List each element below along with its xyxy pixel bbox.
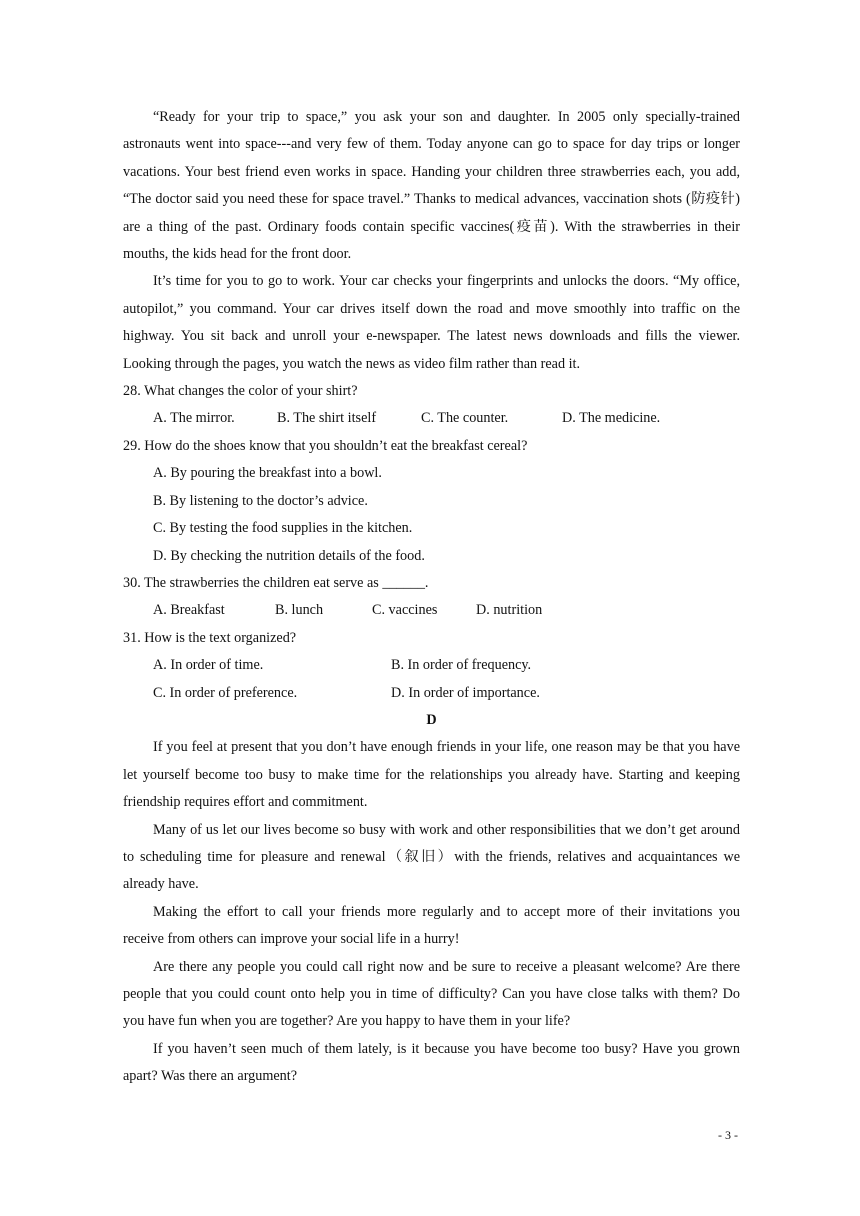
passage-d-paragraph: Making the effort to call your friends more regularly and to accept more of their invitations you receive from others can improve your social life in a hurry! [123, 903, 740, 948]
option-a: A. Breakfast [153, 602, 225, 619]
option-c: C. By testing the food supplies in the kitchen. [153, 520, 413, 537]
passage-d-paragraph: If you feel at present that you don’t have enough friends in your life, one reason may be that you have let yourself become too busy to make time for the relationships you already have. Starting and keeping friendship requires effort and commitment. [123, 739, 740, 811]
option-d: D. nutrition [476, 602, 543, 619]
option-a: A. The mirror. [153, 410, 235, 427]
page-number: - 3 - [718, 1128, 738, 1142]
option-b: B. By listening to the doctor’s advice. [153, 492, 368, 509]
question-31-options-row-1 [123, 652, 740, 679]
passage-d-paragraph: Many of us let our lives become so busy with work and other responsibilities that we don’t get around to scheduling time for pleasure and renewal（叙旧）with the friends, relatives and acquaintances we already have. [123, 821, 740, 893]
section-heading: D [426, 711, 437, 728]
option-b: B. In order of frequency. [391, 657, 532, 674]
passage-c-paragraph: It’s time for you to go to work. Your car checks your fingerprints and unlocks the doors. “My office, autopilot,” you command. Your car drives itself down the road and move smoothly into traffic on the highway. You sit back and unroll your e-newspaper. The latest news downloads and fills the viewer. Looking through the pages, you watch the news as video film rather than read it. [123, 273, 740, 372]
option-c: C. vaccines [372, 602, 438, 619]
option-a: A. By pouring the breakfast into a bowl. [153, 465, 382, 482]
question-30-options [123, 597, 740, 624]
question-31-stem: 31. How is the text organized? [123, 629, 297, 646]
option-c: C. In order of preference. [153, 684, 298, 701]
question-28-stem: 28. What changes the color of your shirt? [123, 383, 358, 400]
passage-d-paragraph: Are there any people you could call right now and be sure to receive a pleasant welcome? Are there people that you could count onto help you in time of difficulty? Can you have close talks with them? Do you have fun when you are together? Are you happy to have them in your life? [123, 958, 740, 1030]
option-c: C. The counter. [421, 410, 509, 427]
question-28-options [123, 405, 740, 432]
question-29-stem: 29. How do the shoes know that you shouldn’t eat the breakfast cereal? [123, 437, 528, 454]
option-b: B. lunch [275, 602, 324, 619]
passage-d-paragraph: If you haven’t seen much of them lately, is it because you have become too busy? Have you grown apart? Was there an argument? [123, 1040, 740, 1085]
option-d: D. The medicine. [562, 410, 661, 427]
question-31-options-row-2 [123, 680, 740, 707]
option-a: A. In order of time. [153, 657, 264, 674]
option-b: B. The shirt itself [277, 410, 377, 427]
option-d: D. By checking the nutrition details of the food. [153, 547, 425, 564]
question-30-stem: 30. The strawberries the children eat serve as ______. [123, 574, 429, 591]
document-page [123, 104, 740, 1091]
passage-c-paragraph: “Ready for your trip to space,” you ask your son and daughter. In 2005 only specially-trained astronauts went into space---and very few of them. Today anyone can go to space for day trips or longer vacations. Your best friend even works in space. Handing your children three strawberries each, you add, “The doctor said you need these for space travel.” Thanks to medical advances, vaccination shots (防疫针) are a thing of the past. Ordinary foods contain specific vaccines(疫苗). With the strawberries in their mouths, the kids head for the front door. [123, 109, 740, 263]
option-d: D. In order of importance. [391, 684, 540, 701]
